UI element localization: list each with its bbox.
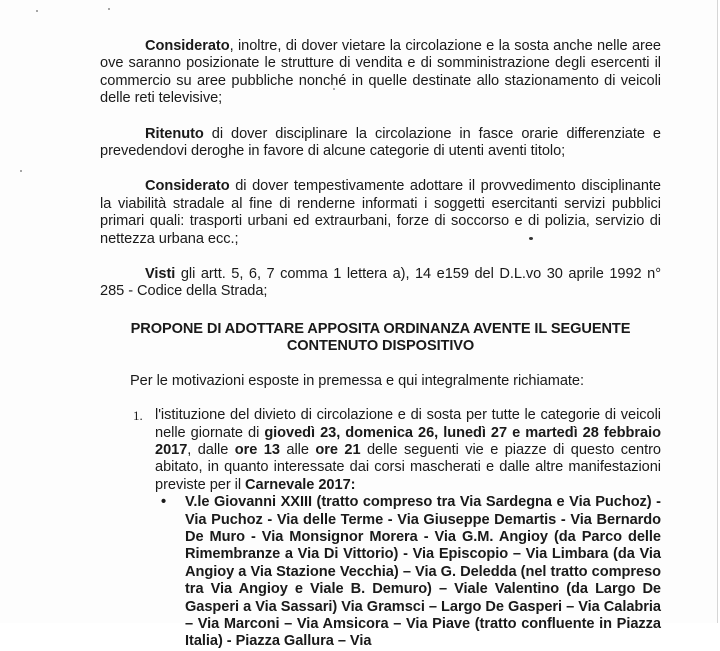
list-item-number: 1. bbox=[133, 408, 143, 424]
item-text-part: delle seguenti vie e piazze di questo centro abitato, in quanto interessate dai corsi mascherati e dalle altre manifestazioni previste per il bbox=[155, 441, 662, 493]
paragraph-lead: Considerato bbox=[145, 38, 230, 54]
section-heading bbox=[100, 321, 661, 356]
item-text-part: , dalle bbox=[187, 441, 235, 458]
paragraph-lead: Ritenuto bbox=[145, 125, 204, 142]
item-end-time: ore 21 bbox=[315, 441, 361, 458]
list-item-1 bbox=[100, 407, 661, 651]
paragraph-lead: Visti bbox=[145, 266, 176, 283]
paragraph-ritenuto bbox=[100, 126, 661, 161]
scan-speck bbox=[20, 170, 22, 172]
intro-text: Per le motivazioni esposte in premessa e qui integralmente richiamate: bbox=[130, 372, 584, 389]
street-list-text: V.le Giovanni XXIII (tratto compreso tra Via Sardegna e Via Puchoz) - Via Puchoz - Via delle Terme - Via Giuseppe Demartis - Via Bernardo De Muro - Via Monsignor Morera - Via G.M. Angioy (da Parco delle Rimembranze a Via Di Vittorio) - Via Episcopio – Via Limbara (da Via Angioy a Via Stazione Vecchia) – Via G. Deledda (nel tratto compreso tra Via Angioy e Viale B. Demuro) – Viale Valentino (da Largo De Gasperi a Via Sassari) Via Gramsci – Largo De Gasperi – Via Calabria – Via Marconi – Via Amsicora – Via Piave (tratto confluente in Piazza Italia) - Piazza Gallura – Via bbox=[185, 494, 661, 650]
item-start-time: ore 13 bbox=[234, 441, 280, 458]
paragraph-lead: Considerato bbox=[145, 178, 230, 195]
street-list-bullet bbox=[155, 494, 661, 651]
paragraph-text: gli artt. 5, 6, 7 comma 1 lettera a), 14 e159 del D.L.vo 30 aprile 1992 n° 285 - Codice della Strada; bbox=[100, 266, 661, 300]
bullet-icon: • bbox=[161, 494, 167, 511]
item-text-part: l'istituzione del divieto di circolazione e di sosta per tutte le categorie di veicoli nelle giornate di bbox=[155, 407, 661, 441]
item-text-part: alle bbox=[279, 441, 316, 458]
paragraph-visti bbox=[100, 266, 661, 301]
item-dates: giovedì 23, domenica 26, lunedì 27 e martedì 28 febbraio 2017 bbox=[155, 424, 661, 458]
scan-speck bbox=[36, 10, 38, 12]
paragraph-text: di dover tempestivamente adottare il provvedimento disciplinante la viabilità stradale al fine di renderne informati i soggetti esercitanti servizi pubblici primari quali: trasporti urbani ed extraurbani, forze di soccorso e di polizia, servizio di nettezza urbana ecc.; bbox=[100, 178, 661, 247]
document-body bbox=[100, 38, 661, 651]
paragraph-text: , inoltre, di dover vietare la circolazione e la sosta anche nelle aree ove saranno posizionate le strutture di vendita e di somministrazione degli esercenti il commercio su aree pubbliche nonché in quelle destinate allo stazionamento di veicoli delle reti televisive; bbox=[100, 38, 661, 107]
scan-speck bbox=[108, 8, 110, 10]
heading-line-2: CONTENUTO DISPOSITIVO bbox=[286, 338, 475, 355]
list-item-text bbox=[155, 407, 661, 494]
heading-line-1: PROPONE DI ADOTTARE APPOSITA ORDINANZA AVENTE IL SEGUENTE bbox=[130, 320, 631, 337]
paragraph-considerato-2 bbox=[100, 178, 661, 248]
item-event-name: Carnevale 2017: bbox=[245, 476, 356, 493]
paragraph-considerato-1 bbox=[100, 38, 661, 108]
paragraph-text: di dover disciplinare la circolazione in fasce orarie differenziate e prevedendovi deroghe in favore di alcune categorie di utenti aventi titolo; bbox=[100, 125, 661, 160]
